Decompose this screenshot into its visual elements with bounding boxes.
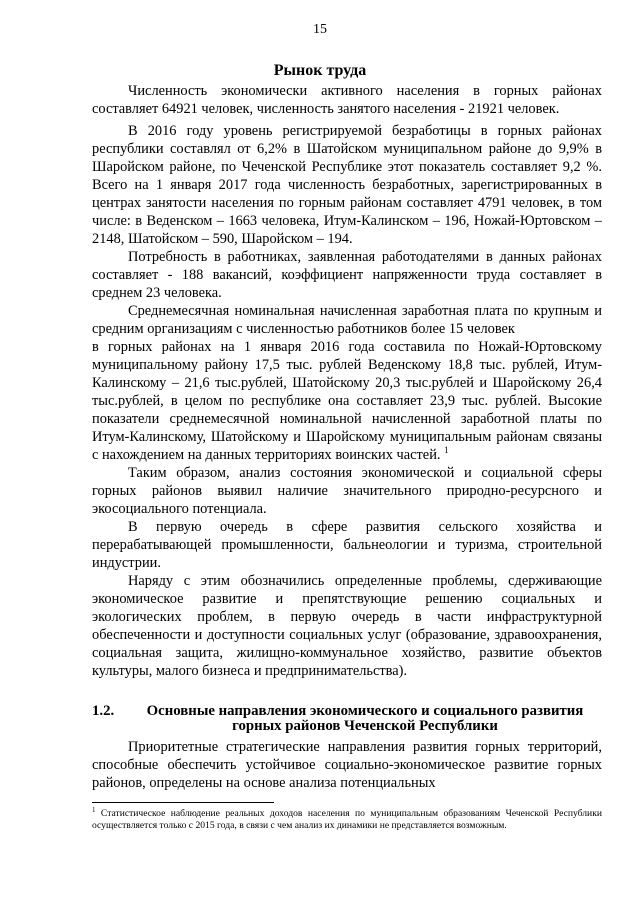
- paragraph-wage-details: [92, 338, 602, 464]
- footnote-reference[interactable]: 1: [444, 445, 449, 456]
- paragraph-unemployment: В 2016 году уровень регистрируемой безработицы в горных районах республики составлял от 6,2% в Шатойском муниципальном районе до 9,9% в Шаройском районе, по Чеченской Республике этот показатель составляет 9,2 %. Всего на 1 января 2017 года численность безработных, зарегистрированных в центрах занятости населения по горным районам составляет 4791 человек, в том числе: в Веденском – 1663 человека, Итум-Калинском – 196, Ножай-Юртовском – 2148, Шатойском – 590, Шаройском – 194.: [92, 123, 602, 247]
- footnote-divider: [92, 802, 274, 803]
- paragraph-strategic-directions: Приоритетные стратегические направления развития горных территорий, способные обеспечить устойчивое социально-экономическое развитие горных районов, определены на основе анализа потенциальных: [92, 739, 602, 791]
- section-title: Рынок труда: [273, 62, 367, 79]
- subsection-heading: [92, 704, 602, 734]
- paragraph-active-population: Численность экономически активного населения в горных районах составляет 64921 человек, численность занятого населения - 21921 человек.: [92, 83, 602, 117]
- footnote-mark: 1: [92, 805, 96, 814]
- subsection-title: Основные направления экономического и социального развития горных районов Чеченской Республики: [146, 703, 584, 734]
- paragraph-vacancies: Потребность в работниках, заявленная работодателями в данных районах составляет - 188 вакансий, коэффициент напряженности труда составляет в среднем 23 человека.: [92, 249, 602, 301]
- page-number: 15: [313, 22, 327, 37]
- paragraph-priority-sectors: В первую очередь в сфере развития сельского хозяйства и перерабатывающей промышленности, бальнеологии и туризма, строительной индустрии.: [92, 519, 602, 571]
- paragraph-problems: Наряду с этим обозначились определенные проблемы, сдерживающие экономическое развитие и препятствующие решению социальных и экологических проблем, в первую очередь в части инфраструктурной обеспеченности и доступности социальных услуг (образование, здравоохранения, социальная защита, жилищно-коммунальное хозяйство, развитие объектов культуры, малого бизнеса и предпринимательства).: [92, 573, 602, 679]
- wage-details-text: в горных районах на 1 января 2016 года составила по Ножай-Юртовскому муниципальному району 17,5 тыс. рублей Веденскому 18,8 тыс. рублей, Итум-Калинскому – 21,6 тыс.рублей, Шатойскому 20,3 тыс.рублей и Шаройскому 26,4 тыс.рублей, в целом по республике она составляет 23,9 тыс. рублей. Высокие показатели среднемесячной номинальной начисленной заработной платы по Итум-Калинскому, Шатойскому и Шаройскому муниципальным районам связаны с нахождением на данных территориях воинских частей.: [92, 339, 602, 463]
- body-text: [92, 82, 602, 792]
- footnote-text: Статистическое наблюдение реальных доходов населения по муниципальным образованиям Чеченской Республики осуществляется только с 2015 года, в связи с чем анализ их динамики не представляется возможным.: [92, 808, 602, 831]
- subsection-number: 1.2.: [92, 703, 115, 719]
- footnote: [92, 805, 602, 832]
- paragraph-wage-intro: Среднемесячная номинальная начисленная заработная плата по крупным и средним организациям с численностью работников более 15 человек: [92, 303, 602, 337]
- paragraph-conclusion: Таким образом, анализ состояния экономической и социальной сферы горных районов выявил наличие значительного природно-ресурсного и экосоциального потенциала.: [92, 465, 602, 517]
